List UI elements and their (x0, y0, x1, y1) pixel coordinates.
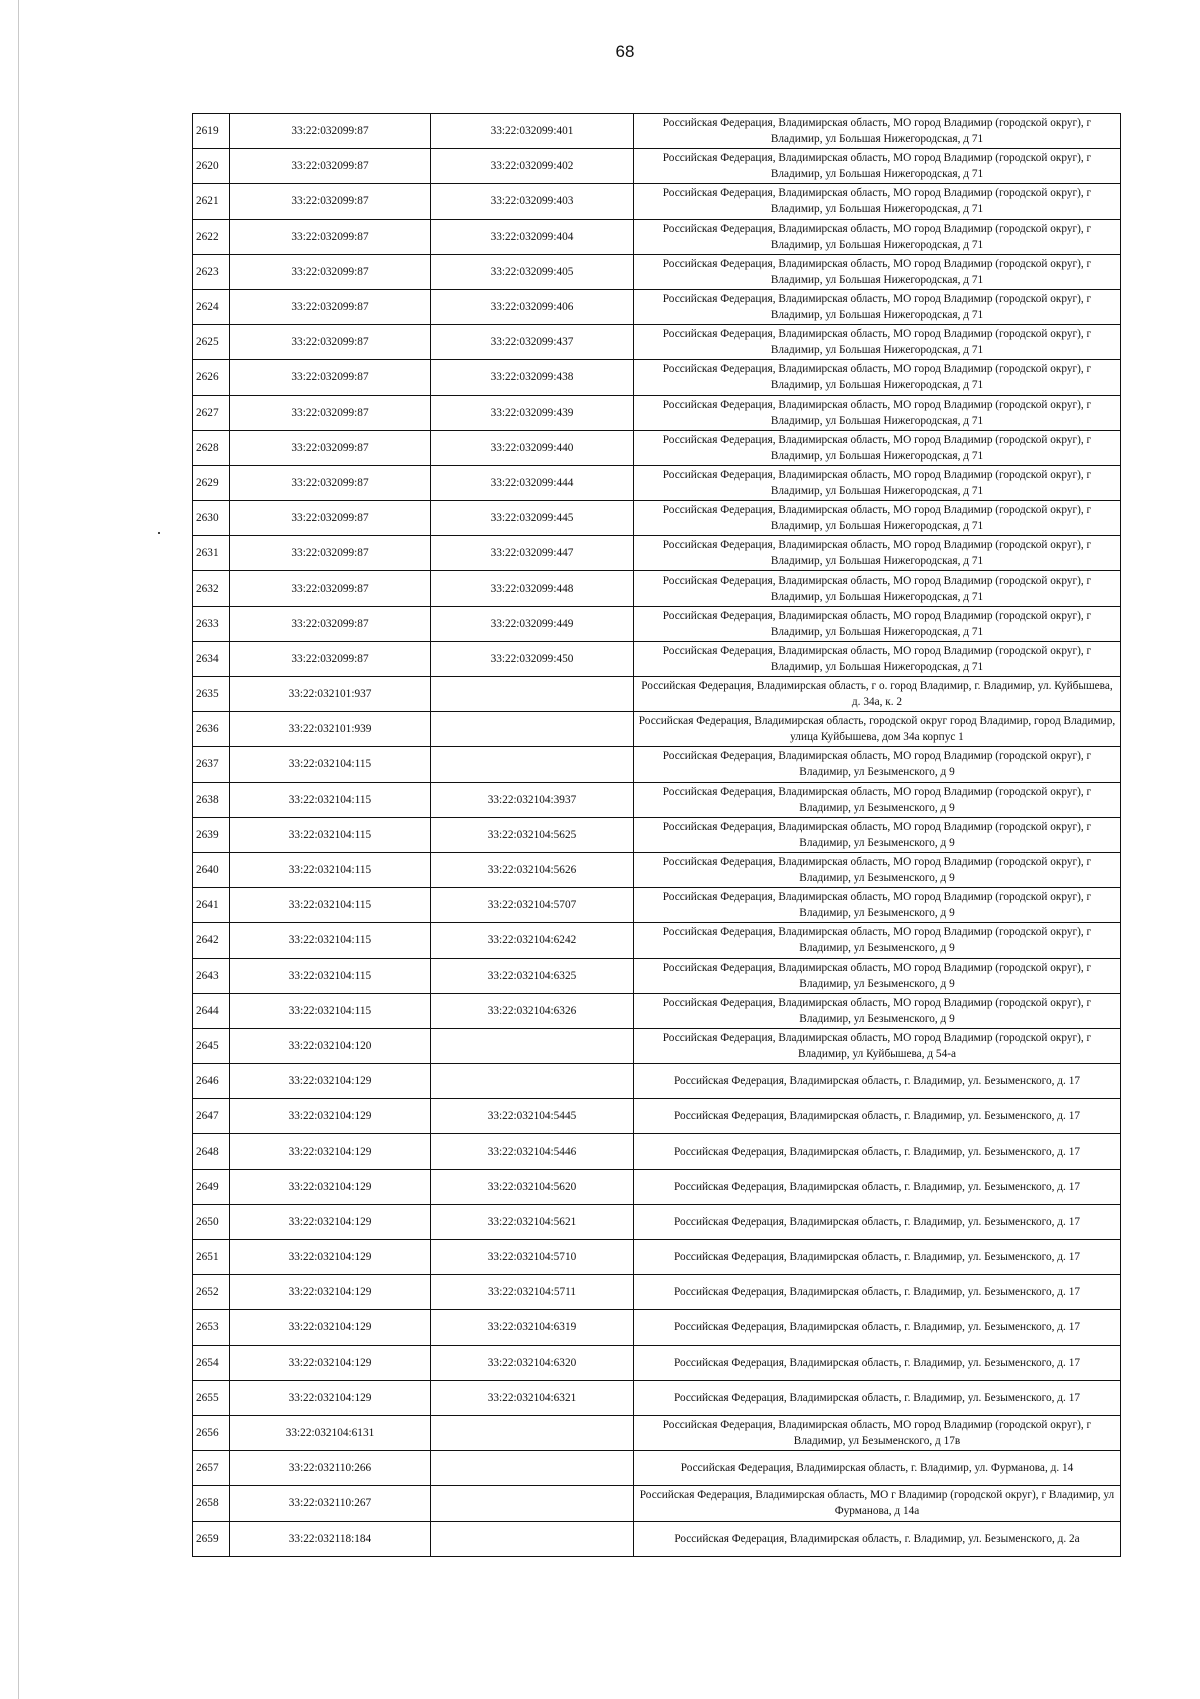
table-row (193, 1275, 1121, 1310)
address-cell: Российская Федерация, Владимирская область, МО город Владимир (городской округ), г Владимир, ул Куйбышева, д 54-а (634, 1028, 1121, 1063)
object-number-cell: 33:22:032099:445 (431, 501, 634, 536)
object-number-cell: 33:22:032099:403 (431, 184, 634, 219)
address-cell: Российская Федерация, Владимирская область, МО город Владимир (городской округ), г Владимир, ул Безыменского, д 9 (634, 923, 1121, 958)
address-cell: Российская Федерация, Владимирская область, МО город Владимир (городской округ), г Владимир, ул Большая Нижегородская, д 71 (634, 641, 1121, 676)
table-row (193, 1064, 1121, 1099)
parcel-number-cell: 33:22:032104:129 (230, 1204, 431, 1239)
table-row (193, 395, 1121, 430)
table-row (193, 1451, 1121, 1486)
parcel-number-cell: 33:22:032118:184 (230, 1521, 431, 1556)
parcel-number-cell: 33:22:032104:129 (230, 1240, 431, 1275)
address-cell: Российская Федерация, Владимирская область, г. Владимир, ул. Безыменского, д. 17 (634, 1275, 1121, 1310)
parcel-number-cell: 33:22:032104:6131 (230, 1415, 431, 1450)
table-row (193, 641, 1121, 676)
row-number-cell: 2630 (193, 501, 230, 536)
address-cell: Российская Федерация, Владимирская область, МО город Владимир (городской округ), г Владимир, ул Безыменского, д 9 (634, 993, 1121, 1028)
parcel-number-cell: 33:22:032104:129 (230, 1310, 431, 1345)
row-number-cell: 2636 (193, 712, 230, 747)
parcel-number-cell: 33:22:032104:129 (230, 1380, 431, 1415)
address-cell: Российская Федерация, Владимирская область, г. Владимир, ул. Безыменского, д. 17 (634, 1204, 1121, 1239)
row-number-cell: 2623 (193, 254, 230, 289)
parcel-number-cell: 33:22:032099:87 (230, 289, 431, 324)
row-number-cell: 2632 (193, 571, 230, 606)
page-number: 68 (615, 42, 635, 61)
parcel-number-cell: 33:22:032099:87 (230, 114, 431, 149)
parcel-number-cell: 33:22:032110:266 (230, 1451, 431, 1486)
row-number-cell: 2624 (193, 289, 230, 324)
parcel-number-cell: 33:22:032104:115 (230, 888, 431, 923)
table-row (193, 254, 1121, 289)
table-row (193, 1486, 1121, 1521)
parcel-number-cell: 33:22:032099:87 (230, 360, 431, 395)
parcel-number-cell: 33:22:032099:87 (230, 184, 431, 219)
object-number-cell: 33:22:032104:6325 (431, 958, 634, 993)
object-number-cell: 33:22:032104:5625 (431, 817, 634, 852)
parcel-number-cell: 33:22:032110:267 (230, 1486, 431, 1521)
table-row (193, 817, 1121, 852)
address-cell: Российская Федерация, Владимирская область, МО город Владимир (городской округ), г Владимир, ул Безыменского, д 9 (634, 817, 1121, 852)
object-number-cell: 33:22:032104:5620 (431, 1169, 634, 1204)
row-number-cell: 2640 (193, 852, 230, 887)
address-cell: Российская Федерация, Владимирская область, МО город Владимир (городской округ), г Владимир, ул Безыменского, д 9 (634, 958, 1121, 993)
address-cell: Российская Федерация, Владимирская область, МО город Владимир (городской округ), г Владимир, ул Большая Нижегородская, д 71 (634, 360, 1121, 395)
row-number-cell: 2650 (193, 1204, 230, 1239)
row-number-cell: 2654 (193, 1345, 230, 1380)
object-number-cell: 33:22:032099:440 (431, 430, 634, 465)
row-number-cell: 2642 (193, 923, 230, 958)
address-cell: Российская Федерация, Владимирская область, МО город Владимир (городской округ), г Владимир, ул Большая Нижегородская, д 71 (634, 395, 1121, 430)
address-cell: Российская Федерация, Владимирская область, МО г Владимир (городской округ), г Владимир, ул Фурманова, д 14а (634, 1486, 1121, 1521)
object-number-cell: 33:22:032104:6319 (431, 1310, 634, 1345)
table-row (193, 325, 1121, 360)
row-number-cell: 2631 (193, 536, 230, 571)
object-number-cell: 33:22:032104:5621 (431, 1204, 634, 1239)
address-cell: Российская Федерация, Владимирская область, г. Владимир, ул. Безыменского, д. 17 (634, 1380, 1121, 1415)
address-cell: Российская Федерация, Владимирская область, МО город Владимир (городской округ), г Владимир, ул Безыменского, д 9 (634, 782, 1121, 817)
row-number-cell: 2656 (193, 1415, 230, 1450)
row-number-cell: 2644 (193, 993, 230, 1028)
table-row (193, 782, 1121, 817)
address-cell: Российская Федерация, Владимирская область, МО город Владимир (городской округ), г Владимир, ул Большая Нижегородская, д 71 (634, 501, 1121, 536)
address-cell: Российская Федерация, Владимирская область, г. Владимир, ул. Безыменского, д. 17 (634, 1099, 1121, 1134)
table-row (193, 1310, 1121, 1345)
object-number-cell: 33:22:032099:406 (431, 289, 634, 324)
table-row (193, 430, 1121, 465)
row-number-cell: 2645 (193, 1028, 230, 1063)
table-row (193, 501, 1121, 536)
row-number-cell: 2647 (193, 1099, 230, 1134)
row-number-cell: 2646 (193, 1064, 230, 1099)
address-cell: Российская Федерация, Владимирская область, МО город Владимир (городской округ), г Владимир, ул Большая Нижегородская, д 71 (634, 114, 1121, 149)
parcel-number-cell: 33:22:032099:87 (230, 606, 431, 641)
parcel-number-cell: 33:22:032101:937 (230, 677, 431, 712)
table-row (193, 465, 1121, 500)
table-row (193, 1169, 1121, 1204)
table-row (193, 677, 1121, 712)
parcel-number-cell: 33:22:032104:115 (230, 993, 431, 1028)
parcel-number-cell: 33:22:032104:115 (230, 782, 431, 817)
address-cell: Российская Федерация, Владимирская область, МО город Владимир (городской округ), г Владимир, ул Большая Нижегородская, д 71 (634, 606, 1121, 641)
row-number-cell: 2629 (193, 465, 230, 500)
scan-speck (158, 532, 160, 534)
row-number-cell: 2634 (193, 641, 230, 676)
table-row (193, 1204, 1121, 1239)
address-cell: Российская Федерация, Владимирская область, г. Владимир, ул. Безыменского, д. 17 (634, 1134, 1121, 1169)
parcel-number-cell: 33:22:032101:939 (230, 712, 431, 747)
address-cell: Российская Федерация, Владимирская область, МО город Владимир (городской округ), г Владимир, ул Безыменского, д 9 (634, 852, 1121, 887)
object-number-cell: 33:22:032099:448 (431, 571, 634, 606)
table-row (193, 852, 1121, 887)
table-row (193, 1345, 1121, 1380)
parcel-number-cell: 33:22:032099:87 (230, 395, 431, 430)
table-row (193, 1099, 1121, 1134)
address-cell: Российская Федерация, Владимирская область, МО город Владимир (городской округ), г Владимир, ул Большая Нижегородская, д 71 (634, 325, 1121, 360)
row-number-cell: 2620 (193, 149, 230, 184)
table-row (193, 536, 1121, 571)
table-row (193, 1134, 1121, 1169)
address-cell: Российская Федерация, Владимирская область, МО город Владимир (городской округ), г Владимир, ул Большая Нижегородская, д 71 (634, 571, 1121, 606)
address-cell: Российская Федерация, Владимирская область, МО город Владимир (городской округ), г Владимир, ул Большая Нижегородская, д 71 (634, 149, 1121, 184)
row-number-cell: 2655 (193, 1380, 230, 1415)
row-number-cell: 2658 (193, 1486, 230, 1521)
object-number-cell: 33:22:032099:402 (431, 149, 634, 184)
table-row (193, 606, 1121, 641)
object-number-cell (431, 712, 634, 747)
parcel-number-cell: 33:22:032104:129 (230, 1345, 431, 1380)
address-cell: Российская Федерация, Владимирская область, г. Владимир, ул. Безыменского, д. 17 (634, 1064, 1121, 1099)
row-number-cell: 2649 (193, 1169, 230, 1204)
address-cell: Российская Федерация, Владимирская область, МО город Владимир (городской округ), г Владимир, ул Большая Нижегородская, д 71 (634, 465, 1121, 500)
row-number-cell: 2659 (193, 1521, 230, 1556)
table-row (193, 993, 1121, 1028)
table-row (193, 289, 1121, 324)
table-row (193, 1415, 1121, 1450)
table-row (193, 114, 1121, 149)
parcel-number-cell: 33:22:032099:87 (230, 501, 431, 536)
row-number-cell: 2652 (193, 1275, 230, 1310)
row-number-cell: 2626 (193, 360, 230, 395)
object-number-cell: 33:22:032104:5710 (431, 1240, 634, 1275)
parcel-number-cell: 33:22:032104:115 (230, 923, 431, 958)
parcel-number-cell: 33:22:032099:87 (230, 219, 431, 254)
table-row (193, 1240, 1121, 1275)
address-cell: Российская Федерация, Владимирская область, г. Владимир, ул. Безыменского, д. 17 (634, 1345, 1121, 1380)
object-number-cell: 33:22:032099:401 (431, 114, 634, 149)
row-number-cell: 2635 (193, 677, 230, 712)
object-number-cell (431, 1064, 634, 1099)
table-row (193, 149, 1121, 184)
object-number-cell: 33:22:032104:6321 (431, 1380, 634, 1415)
address-cell: Российская Федерация, Владимирская область, г. Владимир, ул. Безыменского, д. 17 (634, 1169, 1121, 1204)
table-row (193, 958, 1121, 993)
parcel-number-cell: 33:22:032104:129 (230, 1134, 431, 1169)
object-number-cell: 33:22:032099:444 (431, 465, 634, 500)
registry-table-body (193, 114, 1121, 1557)
object-number-cell: 33:22:032104:6326 (431, 993, 634, 1028)
address-cell: Российская Федерация, Владимирская область, МО город Владимир (городской округ), г Владимир, ул Безыменского, д 17в (634, 1415, 1121, 1450)
table-row (193, 1521, 1121, 1556)
object-number-cell: 33:22:032099:404 (431, 219, 634, 254)
row-number-cell: 2637 (193, 747, 230, 782)
object-number-cell (431, 1486, 634, 1521)
parcel-number-cell: 33:22:032099:87 (230, 149, 431, 184)
object-number-cell (431, 1451, 634, 1486)
address-cell: Российская Федерация, Владимирская область, г. Владимир, ул. Безыменского, д. 17 (634, 1310, 1121, 1345)
object-number-cell: 33:22:032099:450 (431, 641, 634, 676)
address-cell: Российская Федерация, Владимирская область, МО город Владимир (городской округ), г Владимир, ул Большая Нижегородская, д 71 (634, 184, 1121, 219)
row-number-cell: 2622 (193, 219, 230, 254)
parcel-number-cell: 33:22:032099:87 (230, 571, 431, 606)
object-number-cell (431, 677, 634, 712)
object-number-cell (431, 1028, 634, 1063)
parcel-number-cell: 33:22:032104:115 (230, 817, 431, 852)
address-cell: Российская Федерация, Владимирская область, МО город Владимир (городской округ), г Владимир, ул Большая Нижегородская, д 71 (634, 430, 1121, 465)
address-cell: Российская Федерация, Владимирская область, г. Владимир, ул. Безыменского, д. 17 (634, 1240, 1121, 1275)
parcel-number-cell: 33:22:032104:129 (230, 1169, 431, 1204)
object-number-cell: 33:22:032104:3937 (431, 782, 634, 817)
table-row (193, 712, 1121, 747)
address-cell: Российская Федерация, Владимирская область, г. Владимир, ул. Фурманова, д. 14 (634, 1451, 1121, 1486)
object-number-cell (431, 1415, 634, 1450)
row-number-cell: 2621 (193, 184, 230, 219)
parcel-number-cell: 33:22:032104:120 (230, 1028, 431, 1063)
row-number-cell: 2628 (193, 430, 230, 465)
row-number-cell: 2633 (193, 606, 230, 641)
row-number-cell: 2625 (193, 325, 230, 360)
address-cell: Российская Федерация, Владимирская область, городской округ город Владимир, город Владимир, улица Куйбышева, дом 34а корпус 1 (634, 712, 1121, 747)
object-number-cell: 33:22:032099:437 (431, 325, 634, 360)
object-number-cell: 33:22:032104:6242 (431, 923, 634, 958)
row-number-cell: 2648 (193, 1134, 230, 1169)
row-number-cell: 2651 (193, 1240, 230, 1275)
row-number-cell: 2641 (193, 888, 230, 923)
address-cell: Российская Федерация, Владимирская область, г о. город Владимир, г. Владимир, ул. Куйбышева, д. 34а, к. 2 (634, 677, 1121, 712)
address-cell: Российская Федерация, Владимирская область, МО город Владимир (городской округ), г Владимир, ул Большая Нижегородская, д 71 (634, 536, 1121, 571)
row-number-cell: 2643 (193, 958, 230, 993)
table-row (193, 1380, 1121, 1415)
parcel-number-cell: 33:22:032099:87 (230, 325, 431, 360)
parcel-number-cell: 33:22:032104:115 (230, 852, 431, 887)
object-number-cell: 33:22:032099:449 (431, 606, 634, 641)
parcel-number-cell: 33:22:032099:87 (230, 536, 431, 571)
row-number-cell: 2638 (193, 782, 230, 817)
object-number-cell: 33:22:032099:447 (431, 536, 634, 571)
object-number-cell (431, 747, 634, 782)
table-row (193, 747, 1121, 782)
object-number-cell: 33:22:032099:405 (431, 254, 634, 289)
parcel-number-cell: 33:22:032104:129 (230, 1099, 431, 1134)
scan-edge-line (18, 0, 19, 1699)
table-row (193, 219, 1121, 254)
address-cell: Российская Федерация, Владимирская область, МО город Владимир (городской округ), г Владимир, ул Большая Нижегородская, д 71 (634, 219, 1121, 254)
row-number-cell: 2653 (193, 1310, 230, 1345)
address-cell: Российская Федерация, Владимирская область, МО город Владимир (городской округ), г Владимир, ул Большая Нижегородская, д 71 (634, 254, 1121, 289)
object-number-cell: 33:22:032104:5626 (431, 852, 634, 887)
object-number-cell: 33:22:032099:438 (431, 360, 634, 395)
address-cell: Российская Федерация, Владимирская область, МО город Владимир (городской округ), г Владимир, ул Безыменского, д 9 (634, 747, 1121, 782)
registry-table (192, 113, 1121, 1557)
parcel-number-cell: 33:22:032099:87 (230, 430, 431, 465)
parcel-number-cell: 33:22:032104:129 (230, 1064, 431, 1099)
object-number-cell: 33:22:032104:5707 (431, 888, 634, 923)
parcel-number-cell: 33:22:032099:87 (230, 254, 431, 289)
table-row (193, 923, 1121, 958)
object-number-cell: 33:22:032104:6320 (431, 1345, 634, 1380)
parcel-number-cell: 33:22:032104:129 (230, 1275, 431, 1310)
parcel-number-cell: 33:22:032104:115 (230, 958, 431, 993)
row-number-cell: 2619 (193, 114, 230, 149)
parcel-number-cell: 33:22:032099:87 (230, 465, 431, 500)
row-number-cell: 2639 (193, 817, 230, 852)
row-number-cell: 2627 (193, 395, 230, 430)
address-cell: Российская Федерация, Владимирская область, МО город Владимир (городской округ), г Владимир, ул Большая Нижегородская, д 71 (634, 289, 1121, 324)
object-number-cell (431, 1521, 634, 1556)
object-number-cell: 33:22:032099:439 (431, 395, 634, 430)
object-number-cell: 33:22:032104:5446 (431, 1134, 634, 1169)
table-row (193, 1028, 1121, 1063)
object-number-cell: 33:22:032104:5445 (431, 1099, 634, 1134)
object-number-cell: 33:22:032104:5711 (431, 1275, 634, 1310)
table-row (193, 360, 1121, 395)
parcel-number-cell: 33:22:032099:87 (230, 641, 431, 676)
row-number-cell: 2657 (193, 1451, 230, 1486)
table-row (193, 184, 1121, 219)
table-row (193, 888, 1121, 923)
parcel-number-cell: 33:22:032104:115 (230, 747, 431, 782)
address-cell: Российская Федерация, Владимирская область, МО город Владимир (городской округ), г Владимир, ул Безыменского, д 9 (634, 888, 1121, 923)
table-row (193, 571, 1121, 606)
address-cell: Российская Федерация, Владимирская область, г. Владимир, ул. Безыменского, д. 2а (634, 1521, 1121, 1556)
